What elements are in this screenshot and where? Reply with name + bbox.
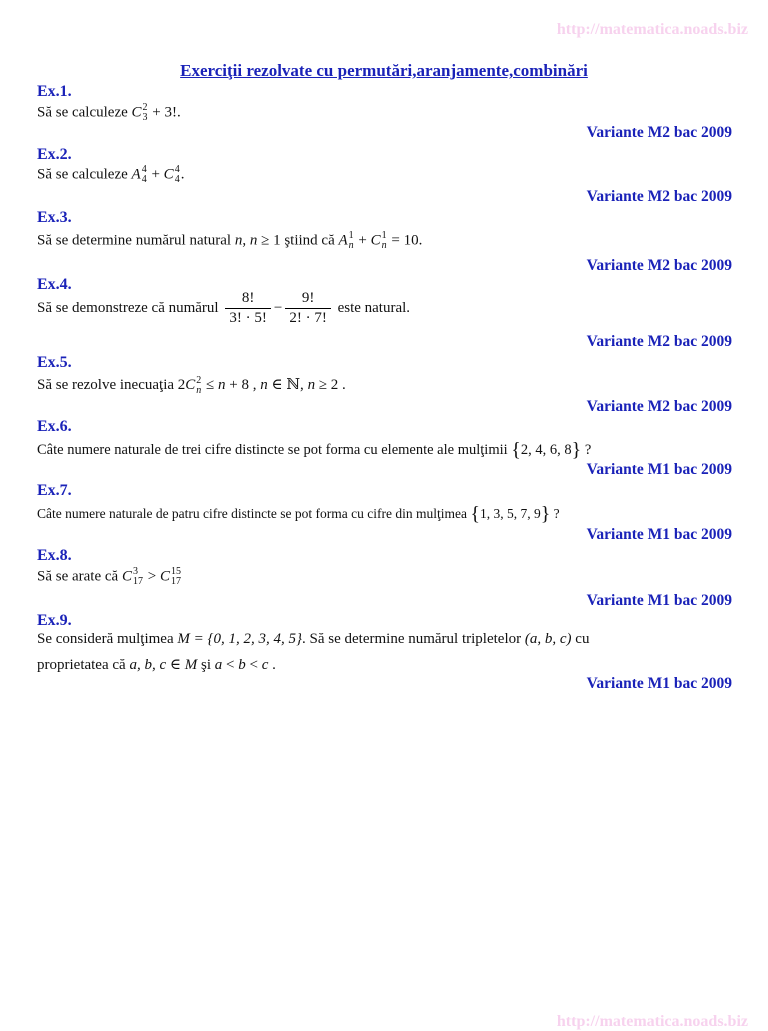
exercise-label-8: Ex.8. — [37, 547, 72, 564]
watermark-bottom: http://matematica.noads.biz — [556, 1013, 748, 1030]
exercise-source-5: Variante M2 bac 2009 — [586, 398, 732, 415]
exercise-statement-9-line-2: proprietatea că a, b, c ∈ M şi a < b < c . — [37, 657, 276, 673]
exercise-source-7: Variante M1 bac 2009 — [586, 526, 732, 543]
exercise-statement-4: Să se demonstreze că numărul $\frac{8!}{3! \cdot 5!}$ − $\frac{9!}{2! \cdot 7!}$ este natural. — [37, 290, 411, 326]
exercise-source-3: Variante M2 bac 2009 — [586, 257, 732, 274]
exercise-label-3: Ex.3. — [37, 209, 72, 226]
exercise-statement-9-line-1: Se consideră mulţimea M = {0, 1, 2, 3, 4, 5}. Să se determine numărul tripletelor (a, b, c) cu — [37, 631, 590, 647]
exercise-source-8: Variante M1 bac 2009 — [586, 592, 732, 609]
exercise-label-9: Ex.9. — [37, 612, 72, 629]
exercise-source-4: Variante M2 bac 2009 — [586, 333, 732, 350]
page-title: Exerciţii rezolvate cu permutări,aranjamente,combinări — [180, 61, 588, 80]
exercise-label-2: Ex.2. — [37, 146, 72, 163]
exercise-statement-2: Să se calculeze A 4 4 + C 4 4 . — [37, 164, 185, 185]
exercise-label-4: Ex.4. — [37, 276, 72, 293]
exercise-statement-7: Câte numere naturale de patru cifre distincte se pot forma cu cifre din mulţimea {1, 3, 5, 7, 9} ? — [37, 503, 560, 525]
exercise-label-6: Ex.6. — [37, 418, 72, 435]
exercise-statement-8: Să se arate că C 3 17 > C 15 17 — [37, 566, 181, 587]
exercise-source-2: Variante M2 bac 2009 — [586, 188, 732, 205]
exercise-statement-3: Să se determine numărul natural n, n ≥ 1 ştiind că A 1 n + C 1 n = 10. — [37, 230, 423, 251]
exercise-statement-6: Câte numere naturale de trei cifre distincte se pot forma cu elemente ale mulţimii {2, 4, 6, 8} ? — [37, 439, 592, 461]
exercise-label-1: Ex.1. — [37, 83, 72, 100]
exercise-label-7: Ex.7. — [37, 482, 72, 499]
exercise-source-1: Variante M2 bac 2009 — [586, 124, 732, 141]
exercise-source-6: Variante M1 bac 2009 — [586, 461, 732, 478]
exercise-label-5: Ex.5. — [37, 354, 72, 371]
exercise-source-9: Variante M1 bac 2009 — [586, 675, 732, 692]
exercise-statement-1: Să se calculeze C 2 3 + 3!. — [37, 102, 181, 123]
exercise-statement-5: Să se rezolve inecuaţia 2C 2 n ≤ n + 8 , n ∈ ℕ, n ≥ 2 . — [37, 374, 346, 396]
watermark-top: http://matematica.noads.biz — [556, 21, 748, 38]
